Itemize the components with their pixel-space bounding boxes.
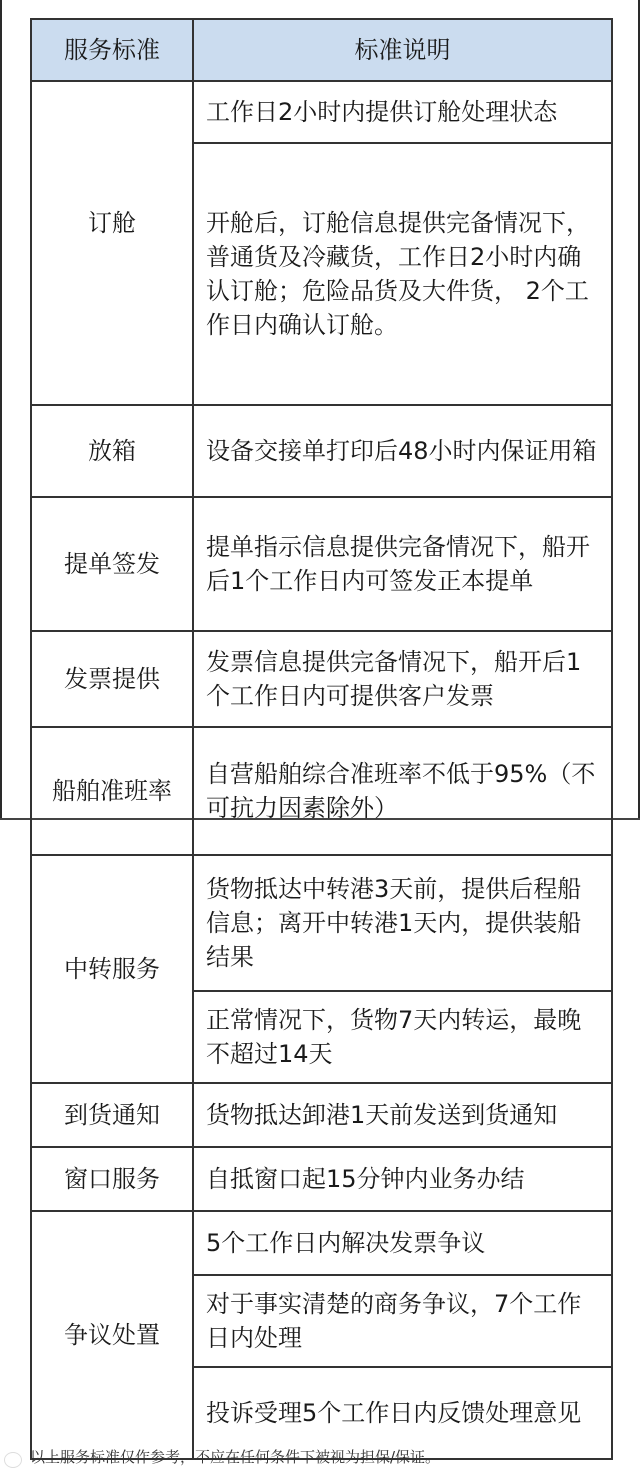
description-cell: 自抵窗口起15分钟内业务办结: [193, 1147, 612, 1211]
category-dispute-handling: 争议处置: [31, 1211, 193, 1459]
description-cell: 对于事实清楚的商务争议，7个工作日内处理: [193, 1275, 612, 1367]
description-cell: 货物抵达中转港3天前，提供后程船信息；离开中转港1天内，提供装船结果: [193, 855, 612, 991]
left-border-line: [0, 0, 2, 820]
category-invoice: 发票提供: [31, 631, 193, 727]
category-transshipment: 中转服务: [31, 855, 193, 1083]
service-standards-table: [30, 18, 613, 1460]
description-cell: 提单指示信息提供完备情况下，船开后1个工作日内可签发正本提单: [193, 497, 612, 631]
category-schedule-reliability: 船舶准班率: [31, 727, 193, 855]
header-service-standard: 服务标准: [31, 19, 193, 81]
header-standard-description: 标准说明: [193, 19, 612, 81]
category-container-release: 放箱: [31, 405, 193, 497]
category-bill-of-lading: 提单签发: [31, 497, 193, 631]
table-row: [31, 1083, 612, 1147]
description-cell: 自营船舶综合准班率不低于95%（不可抗力因素除外）: [193, 727, 612, 855]
table-row: [31, 1147, 612, 1211]
table-row: [31, 727, 612, 855]
table-row: [31, 1211, 612, 1275]
category-booking: 订舱: [31, 81, 193, 405]
description-cell: 投诉受理5个工作日内反馈处理意见: [193, 1367, 612, 1459]
description-cell: 发票信息提供完备情况下，船开后1个工作日内可提供客户发票: [193, 631, 612, 727]
description-cell: 开舱后，订舱信息提供完备情况下，普通货及冷藏货，工作日2小时内确认订舱；危险品货及大件货， 2个工作日内确认订舱。: [193, 143, 612, 405]
table-header-row: [31, 19, 612, 81]
table-row: [31, 631, 612, 727]
table-row: [31, 855, 612, 991]
description-cell: 设备交接单打印后48小时内保证用箱: [193, 405, 612, 497]
table-row: [31, 497, 612, 631]
footer-disclaimer: 以上服务标准仅作参考，不应在任何条件下被视为担保/保证。: [30, 1448, 441, 1466]
description-cell: 工作日2小时内提供订舱处理状态: [193, 81, 612, 143]
category-counter-service: 窗口服务: [31, 1147, 193, 1211]
category-arrival-notice: 到货通知: [31, 1083, 193, 1147]
table-row: [31, 405, 612, 497]
watermark-logo: [4, 1452, 22, 1468]
description-cell: 正常情况下，货物7天内转运，最晚不超过14天: [193, 991, 612, 1083]
table-row: [31, 81, 612, 143]
description-cell: 5个工作日内解决发票争议: [193, 1211, 612, 1275]
description-cell: 货物抵达卸港1天前发送到货通知: [193, 1083, 612, 1147]
